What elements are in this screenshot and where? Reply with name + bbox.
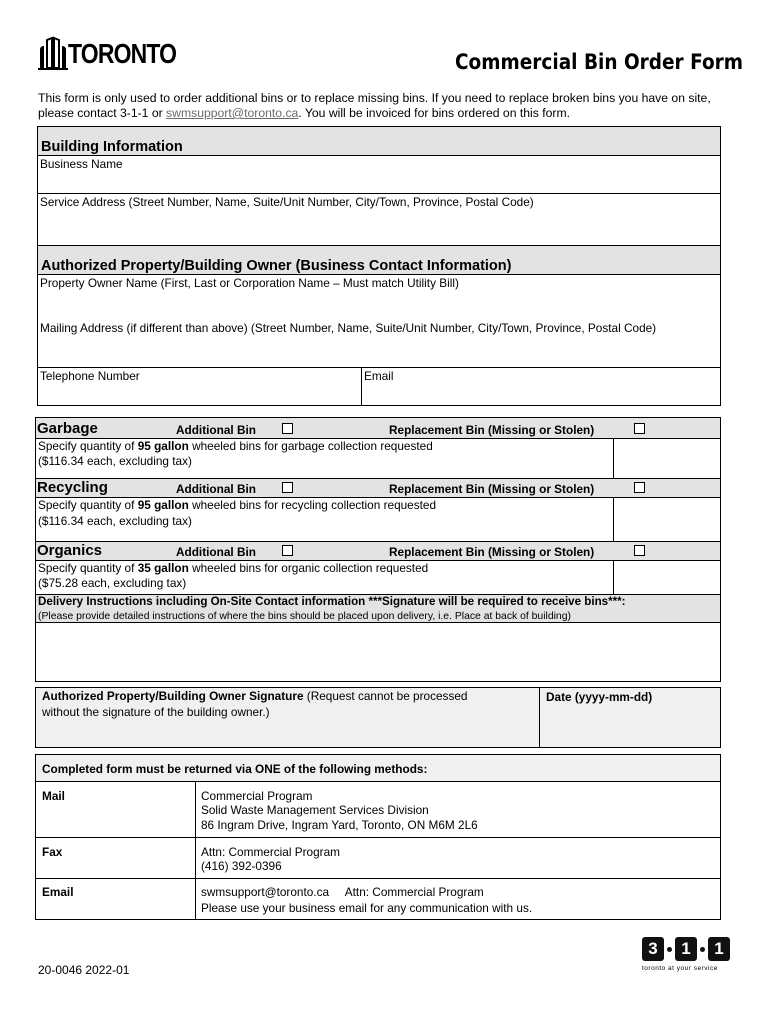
- mailing-address-field[interactable]: [38, 337, 720, 365]
- recycling-quantity-text: Specify quantity of 95 gallon wheeled bins for recycling collection requested: [38, 498, 437, 512]
- email-field[interactable]: [362, 384, 720, 404]
- recycling-replacement-label: Replacement Bin (Missing or Stolen): [389, 482, 595, 496]
- business-name-label: Business Name: [40, 157, 123, 171]
- telephone-field[interactable]: [38, 384, 360, 404]
- recycling-replacement-checkbox[interactable]: [634, 482, 645, 493]
- garbage-replacement-label: Replacement Bin (Missing or Stolen): [389, 423, 595, 437]
- recycling-additional-label: Additional Bin: [176, 482, 256, 496]
- business-name-field[interactable]: [38, 172, 720, 192]
- logo-wordmark: TORONTO: [68, 38, 177, 69]
- garbage-header-bg: [36, 418, 720, 438]
- recycling-price-text: ($116.34 each, excluding tax): [38, 514, 192, 528]
- service-address-field[interactable]: [38, 210, 720, 244]
- organics-price-text: ($75.28 each, excluding tax): [38, 576, 187, 590]
- organics-header-bg: [36, 542, 720, 560]
- building-heading: Building Information: [41, 139, 183, 155]
- fax-line-2: (416) 392-0396: [201, 859, 282, 873]
- mail-method-label: Mail: [42, 789, 65, 803]
- delivery-instructions-field[interactable]: [36, 623, 720, 681]
- city-hall-icon: [38, 36, 68, 70]
- organics-replacement-checkbox[interactable]: [634, 545, 645, 556]
- delivery-heading: Delivery Instructions including On-Site Contact information ***Signature will be required to receive bins***:: [38, 595, 626, 608]
- badge-digit-2: 1: [675, 937, 697, 961]
- organics-additional-label: Additional Bin: [176, 545, 256, 559]
- email-label: Email: [364, 369, 394, 383]
- owner-name-field[interactable]: [38, 292, 720, 318]
- fax-line-1: Attn: Commercial Program: [201, 845, 340, 859]
- badge-tagline: toronto at your service: [642, 965, 718, 972]
- mail-line-2: Solid Waste Management Services Division: [201, 803, 429, 817]
- owner-name-label: Property Owner Name (First, Last or Corporation Name – Must match Utility Bill): [40, 276, 459, 290]
- telephone-label: Telephone Number: [40, 369, 140, 383]
- signature-label: Authorized Property/Building Owner Signature (Request cannot be processed: [42, 689, 468, 703]
- fax-method-label: Fax: [42, 845, 63, 859]
- page-title: Commercial Bin Order Form: [455, 50, 744, 74]
- garbage-additional-checkbox[interactable]: [282, 423, 293, 434]
- recycling-additional-checkbox[interactable]: [282, 482, 293, 493]
- organics-heading: Organics: [37, 542, 103, 559]
- signature-field[interactable]: [36, 721, 539, 747]
- garbage-quantity-field[interactable]: [614, 439, 720, 477]
- toronto-logo: [38, 34, 177, 74]
- badge-digit-3: 1: [708, 937, 730, 961]
- recycling-header-bg: [36, 479, 720, 497]
- email-line-1: swmsupport@toronto.ca Attn: Commercial Program: [201, 885, 484, 899]
- service-address-label: Service Address (Street Number, Name, Suite/Unit Number, City/Town, Province, Postal Code): [40, 195, 534, 209]
- return-heading: Completed form must be returned via ONE of the following methods:: [42, 762, 428, 776]
- garbage-additional-label: Additional Bin: [176, 423, 256, 437]
- organics-quantity-text: Specify quantity of 35 gallon wheeled bins for organic collection requested: [38, 561, 429, 575]
- email-line-2: Please use your business email for any communication with us.: [201, 901, 533, 915]
- mail-line-3: 86 Ingram Drive, Ingram Yard, Toronto, ON M6M 2L6: [201, 818, 478, 832]
- mailing-address-label: Mailing Address (if different than above) (Street Number, Name, Suite/Unit Number, City/Town, Province, Postal Code): [40, 321, 657, 335]
- organics-additional-checkbox[interactable]: [282, 545, 293, 556]
- email-method-label: Email: [42, 885, 74, 899]
- signature-label-line2: without the signature of the building owner.): [42, 705, 270, 719]
- organics-quantity-field[interactable]: [614, 561, 720, 593]
- recycling-heading: Recycling: [37, 479, 108, 496]
- support-email-link[interactable]: swmsupport@toronto.ca: [166, 106, 299, 120]
- date-field[interactable]: [540, 706, 720, 747]
- organics-replacement-label: Replacement Bin (Missing or Stolen): [389, 545, 595, 559]
- delivery-note: (Please provide detailed instructions of where the bins should be placed upon delivery, i.e. Place at back of building): [38, 611, 571, 622]
- date-label: Date (yyyy-mm-dd): [546, 690, 653, 704]
- 311-logo: [642, 937, 736, 972]
- garbage-heading: Garbage: [37, 420, 98, 437]
- owner-heading: Authorized Property/Building Owner (Business Contact Information): [41, 258, 512, 274]
- garbage-quantity-text: Specify quantity of 95 gallon wheeled bins for garbage collection requested: [38, 439, 433, 453]
- form-code: 20-0046 2022-01: [38, 963, 130, 977]
- intro-text: This form is only used to order additional bins or to replace missing bins. If you need to replace broken bins you have on site, please contact 3-1-1 or swmsupport@toronto.ca. You will be invoiced for bins ordered on this form.: [38, 91, 711, 120]
- garbage-replacement-checkbox[interactable]: [634, 423, 645, 434]
- garbage-price-text: ($116.34 each, excluding tax): [38, 454, 192, 468]
- recycling-quantity-field[interactable]: [614, 498, 720, 540]
- badge-digit-1: 3: [642, 937, 664, 961]
- mail-line-1: Commercial Program: [201, 789, 313, 803]
